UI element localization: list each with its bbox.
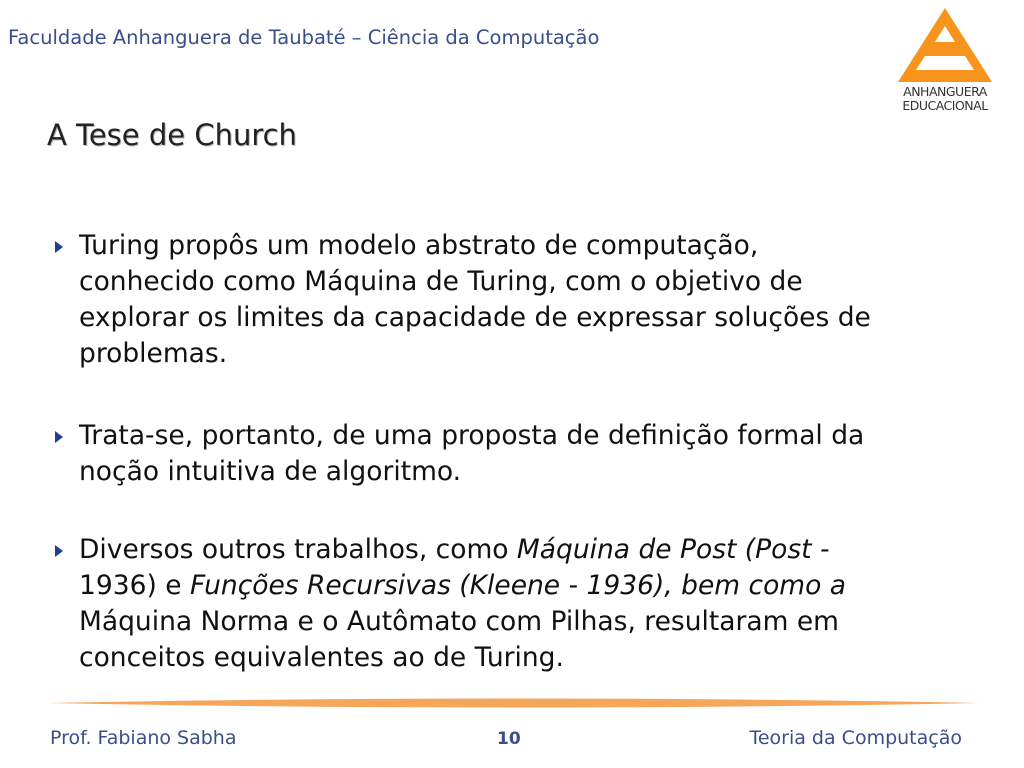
bullet-item: [50, 418, 1019, 490]
bullet-arrow-icon: [54, 544, 64, 558]
bullet-text-line: conhecido como Máquina de Turing, com o objetivo de: [79, 266, 803, 297]
bullet-text-line: problemas.: [79, 338, 228, 369]
triangle-logo-icon: [895, 6, 995, 84]
header-institution: Faculdade Anhanguera de Taubaté – Ciência da Computação: [8, 26, 600, 49]
logo-text-line2: EDUCACIONAL: [902, 98, 988, 113]
anhanguera-logo: [893, 6, 997, 112]
logo-text-line1: ANHANGUERA: [903, 84, 987, 99]
bullet-text-line: noção intuitiva de algoritmo.: [79, 456, 462, 487]
bullet-item: [50, 532, 1009, 676]
bullet-text-line: explorar os limites da capacidade de expressar soluções de: [79, 302, 871, 333]
footer-divider: [48, 696, 980, 710]
footer-page-number: 10: [497, 729, 521, 749]
bullet-arrow-icon: [54, 240, 64, 254]
bullet-text-line: Máquina Norma e o Autômato com Pilhas, resultaram em: [79, 606, 839, 637]
bullet-text-regular: 1936) e: [79, 570, 190, 601]
bullet-text-line: [79, 568, 1009, 604]
bullet-text-line: conceitos equivalentes ao de Turing.: [79, 642, 564, 673]
bullet-text-italic: Máquina de Post (Post -: [516, 534, 830, 565]
footer-author: Prof. Fabiano Sabha: [50, 727, 237, 749]
bullet-text-line: Turing propôs um modelo abstrato de computação,: [79, 230, 759, 261]
bullet-text-line: [79, 532, 1009, 568]
bullet-text-italic: Funções Recursivas (Kleene - 1936), bem como a: [189, 570, 846, 601]
bullet-text-line: Trata-se, portanto, de uma proposta de definição formal da: [79, 420, 865, 451]
slide-title: A Tese de Church: [47, 118, 297, 152]
bullet-text-regular: Diversos outros trabalhos, como: [79, 534, 517, 565]
bullet-arrow-icon: [54, 430, 64, 444]
bullet-item: [50, 228, 1009, 372]
footer-course: Teoria da Computação: [749, 727, 962, 749]
